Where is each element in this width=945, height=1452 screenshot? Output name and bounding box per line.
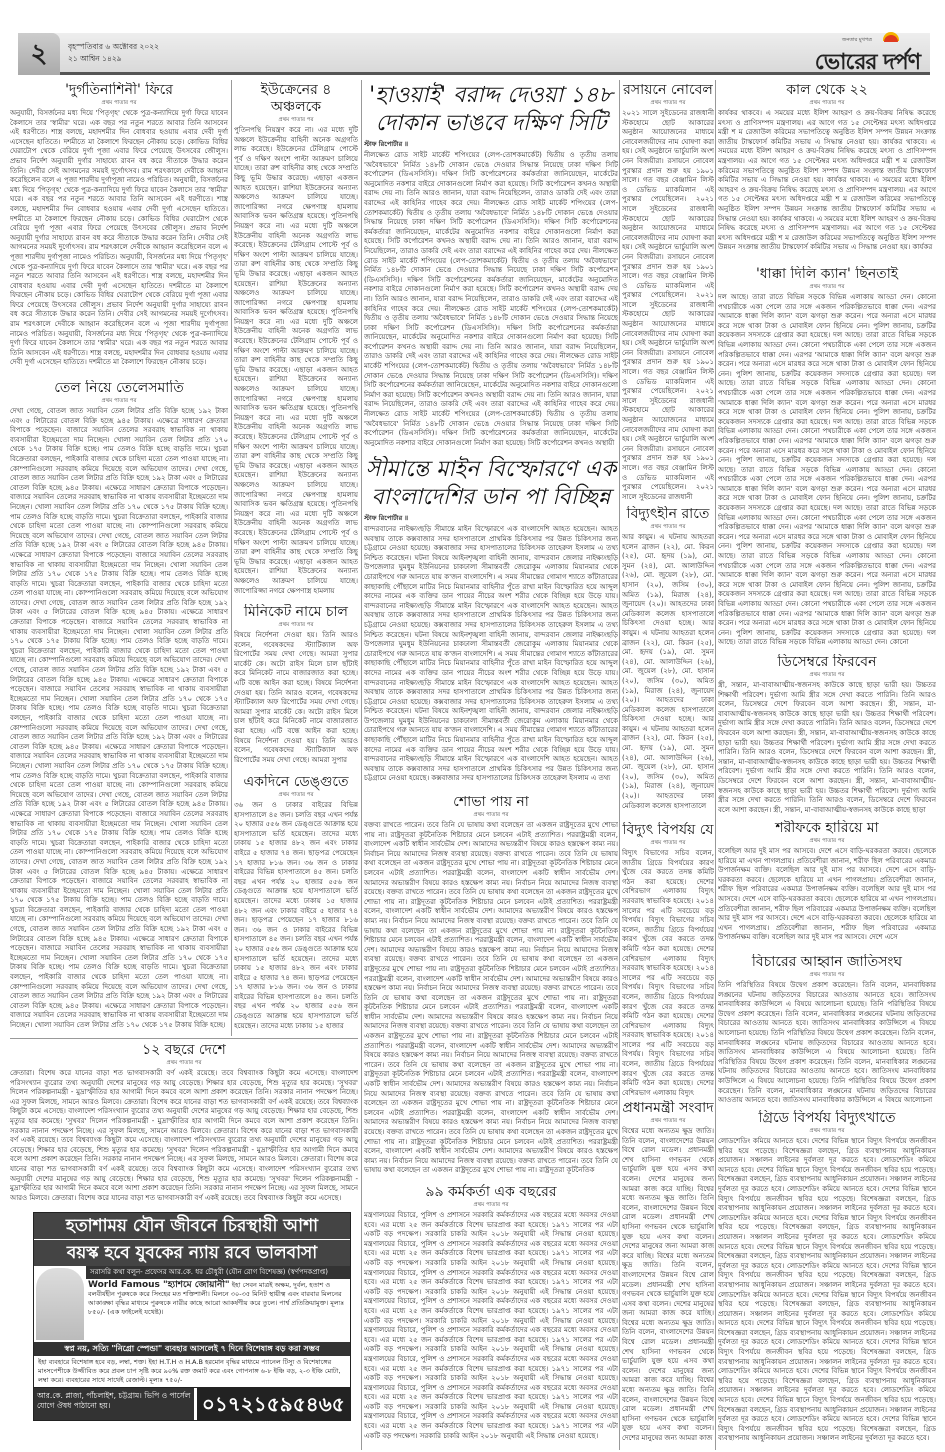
ad-description	[86, 1279, 350, 1319]
story-body: পুতিনপন্থি নিয়ন্ত্রণ করে না। এর মধ্যে দুটি অঞ্চলে ইউক্রেনীয় বাহিনী অনেক অগ্রগতি লাভ করেছে। ইউক্রেনের টেলিগ্রাম পোস্টে পূর্ব ও দক্ষিণ অংশে পাল্টা আক্রমণ চালিয়ে যাচ্ছে। তারা রুশ বাহিনীর কাছ থেকে সম্প্রতি কিছু ভূমি উদ্ধার করেছে। এছাড়া একজন আহত হয়েছেন। রাশিয়া ইউক্রেনের অন্যান্য অঞ্চলেও আক্রমণ চালিয়ে যাচ্ছে। জাপোরিজ্জা নগরে ক্ষেপণাস্ত্র হামলায় আবাসিক ভবন ক্ষতিগ্রস্ত হয়েছে। পুতিনপন্থি নিয়ন্ত্রণ করে না। এর মধ্যে দুটি অঞ্চলে ইউক্রেনীয় বাহিনী অনেক অগ্রগতি লাভ করেছে। ইউক্রেনের টেলিগ্রাম পোস্টে পূর্ব ও দক্ষিণ অংশে পাল্টা আক্রমণ চালিয়ে যাচ্ছে। তারা রুশ বাহিনীর কাছ থেকে সম্প্রতি কিছু ভূমি উদ্ধার করেছে। এছাড়া একজন আহত হয়েছেন। রাশিয়া ইউক্রেনের অন্যান্য অঞ্চলেও আক্রমণ চালিয়ে যাচ্ছে। জাপোরিজ্জা নগরে ক্ষেপণাস্ত্র হামলায় আবাসিক ভবন ক্ষতিগ্রস্ত হয়েছে। পুতিনপন্থি নিয়ন্ত্রণ করে না। এর মধ্যে দুটি অঞ্চলে ইউক্রেনীয় বাহিনী অনেক অগ্রগতি লাভ করেছে। ইউক্রেনের টেলিগ্রাম পোস্টে পূর্ব ও দক্ষিণ অংশে পাল্টা আক্রমণ চালিয়ে যাচ্ছে। তারা রুশ বাহিনীর কাছ থেকে সম্প্রতি কিছু ভূমি উদ্ধার করেছে। এছাড়া একজন আহত হয়েছেন। রাশিয়া ইউক্রেনের অন্যান্য অঞ্চলেও আক্রমণ চালিয়ে যাচ্ছে। জাপোরিজ্জা নগরে ক্ষেপণাস্ত্র হামলায় আবাসিক ভবন ক্ষতিগ্রস্ত হয়েছে। পুতিনপন্থি নিয়ন্ত্রণ করে না। এর মধ্যে দুটি অঞ্চলে ইউক্রেনীয় বাহিনী অনেক অগ্রগতি লাভ করেছে। ইউক্রেনের টেলিগ্রাম পোস্টে পূর্ব ও দক্ষিণ অংশে পাল্টা আক্রমণ চালিয়ে যাচ্ছে। তারা রুশ বাহিনীর কাছ থেকে সম্প্রতি কিছু ভূমি উদ্ধার করেছে। এছাড়া একজন আহত হয়েছেন। রাশিয়া ইউক্রেনের অন্যান্য অঞ্চলেও আক্রমণ চালিয়ে যাচ্ছে। জাপোরিজ্জা নগরে ক্ষেপণাস্ত্র হামলায় আবাসিক ভবন ক্ষতিগ্রস্ত হয়েছে। পুতিনপন্থি নিয়ন্ত্রণ করে না। এর মধ্যে দুটি অঞ্চলে ইউক্রেনীয় বাহিনী অনেক অগ্রগতি লাভ করেছে। ইউক্রেনের টেলিগ্রাম পোস্টে পূর্ব ও দক্ষিণ অংশে পাল্টা আক্রমণ চালিয়ে যাচ্ছে। তারা রুশ বাহিনীর কাছ থেকে সম্প্রতি কিছু ভূমি উদ্ধার করেছে। এছাড়া একজন আহত হয়েছেন। রাশিয়া ইউক্রেনের অন্যান্য অঞ্চলেও আক্রমণ চালিয়ে যাচ্ছে। জাপোরিজ্জা নগরে ক্ষেপণাস্ত্র হামলায়	[234, 126, 358, 595]
story-hawai	[364, 82, 618, 452]
headline: ইউক্রেনের ৪ অঞ্চলকে	[260, 82, 332, 115]
sun-icon	[884, 35, 898, 42]
continued-label: প্রথম পাতার পর	[650, 524, 686, 530]
ad-phone: ০১৭২১৫৯৫৪৬৫	[197, 1388, 351, 1420]
story-durgotinashini	[10, 82, 228, 374]
column-rule	[231, 80, 232, 1036]
ad-headline-1: হতাশাময় যৌন জীবনে চিরস্থায়ী আশা	[34, 1213, 350, 1239]
headline: তেল নিয়ে তেলেসমাতি	[54, 380, 184, 396]
continued-label: প্রথম পাতার পর	[278, 622, 314, 628]
continued-label: প্রথম পাতার পর	[809, 972, 845, 978]
logo-tagline: জনতার মুখপত্র	[841, 37, 872, 43]
continued-label: প্রথম পাতার পর	[101, 100, 137, 106]
ad-product-desc: ইহা সেবন মাত্রই অক্ষম, দুর্বল, হতাশ ও বলবীর্যহীন পুরুষকে করে সিংহের মত শক্তিশালী। মিলনে ৩০-৩৫ মিনিট স্থায়ীত্ব এবং বারবার মিলনের আকাঙ্ক্ষা বৃদ্ধির মাধ্যমে পুরুষকে নারীর কাছে আরো আকর্ষণীয় করে তুলে। পার্শ্ব প্রতিক্রিয়ামুক্ত। মূল্যঃ ৮৫০/- (এক ফাইলেই যথেষ্ট)।	[88, 1281, 345, 1316]
story-ukraine	[234, 82, 358, 600]
continued-label: প্রথম পাতার পর	[809, 284, 845, 290]
story-body: বিদ্যুৎ বিভাগের সচিব বলেন, জাতীয় গ্রিডে বিপর্যয়ের কারণ খুঁজে বের করতে তদন্ত কমিটি গঠন করা হয়েছে। দেশের বেশিরভাগ এলাকায় বিদ্যুৎ সরবরাহ স্বাভাবিক হয়েছে। ২০১৪ সালের পর এটি সবচেয়ে বড় বিপর্যয়। বিদ্যুৎ বিভাগের সচিব বলেন, জাতীয় গ্রিডে বিপর্যয়ের কারণ খুঁজে বের করতে তদন্ত কমিটি গঠন করা হয়েছে। দেশের বেশিরভাগ এলাকায় বিদ্যুৎ সরবরাহ স্বাভাবিক হয়েছে। ২০১৪ সালের পর এটি সবচেয়ে বড় বিপর্যয়। বিদ্যুৎ বিভাগের সচিব বলেন, জাতীয় গ্রিডে বিপর্যয়ের কারণ খুঁজে বের করতে তদন্ত কমিটি গঠন করা হয়েছে। দেশের বেশিরভাগ এলাকায় বিদ্যুৎ সরবরাহ স্বাভাবিক হয়েছে। ২০১৪ সালের পর এটি সবচেয়ে বড় বিপর্যয়। বিদ্যুৎ বিভাগের সচিব বলেন, জাতীয় গ্রিডে বিপর্যয়ের কারণ খুঁজে বের করতে তদন্ত কমিটি গঠন করা হয়েছে। দেশের বেশিরভাগ এলাকায় বিদ্যুৎ	[622, 849, 714, 1097]
story-body: ২০২১ সালে সুইডেনের রাজধানী স্টকহোমে ছোট আকারের অনুষ্ঠান আয়োজনের মাধ্যমে নোবেলজয়ীদের নাম ঘোষণা করা হয়। সেই অনুষ্ঠানে ভার্চুয়ালি অংশ নেন বিজয়ীরা। রসায়নে নোবেল পুরস্কার প্রদান শুরু হয় ১৯০১ সালে। গত বছর বেঞ্জামিন লিস্ট ও ডেভিড ম্যাকমিলান এই পুরস্কার পেয়েছিলেন। ২০২১ সালে সুইডেনের রাজধানী স্টকহোমে ছোট আকারের অনুষ্ঠান আয়োজনের মাধ্যমে নোবেলজয়ীদের নাম ঘোষণা করা হয়। সেই অনুষ্ঠানে ভার্চুয়ালি অংশ নেন বিজয়ীরা। রসায়নে নোবেল পুরস্কার প্রদান শুরু হয় ১৯০১ সালে। গত বছর বেঞ্জামিন লিস্ট ও ডেভিড ম্যাকমিলান এই পুরস্কার পেয়েছিলেন। ২০২১ সালে সুইডেনের রাজধানী স্টকহোমে ছোট আকারের অনুষ্ঠান আয়োজনের মাধ্যমে নোবেলজয়ীদের নাম ঘোষণা করা হয়। সেই অনুষ্ঠানে ভার্চুয়ালি অংশ নেন বিজয়ীরা। রসায়নে নোবেল পুরস্কার প্রদান শুরু হয় ১৯০১ সালে। গত বছর বেঞ্জামিন লিস্ট ও ডেভিড ম্যাকমিলান এই পুরস্কার পেয়েছিলেন। ২০২১ সালে সুইডেনের রাজধানী স্টকহোমে ছোট আকারের অনুষ্ঠান আয়োজনের মাধ্যমে নোবেলজয়ীদের নাম ঘোষণা করা হয়। সেই অনুষ্ঠানে ভার্চুয়ালি অংশ নেন বিজয়ীরা। রসায়নে নোবেল পুরস্কার প্রদান শুরু হয় ১৯০১ সালে। গত বছর বেঞ্জামিন লিস্ট ও ডেভিড ম্যাকমিলান এই পুরস্কার পেয়েছিলেন। ২০২১ সালে সুইডেনের রাজধানী	[622, 109, 714, 501]
headline: 'দুর্গতিনাশিনী' ফিরে	[65, 82, 173, 98]
story-december	[718, 654, 936, 816]
byline: স্টাফ রিপোর্টার ॥	[364, 140, 409, 148]
story-body: নীলক্ষেত রোড সাইট মার্কেট শপিংয়ের (লেপ-তোশকমার্কেট) দ্বিতীয় ও তৃতীয় তলায় 'অবৈধভাবে' নির্মিত ১৪৮টি দোকান ভেঙে দেওয়ার সিদ্ধান্ত নিয়েছে ঢাকা দক্ষিণ সিটি কর্পোরেশন (ডিএসসিসি)। দক্ষিণ সিটি কর্পোরেশনের কর্মকর্তারা জানিয়েছেন, মার্কেটের অনুমোদিত নকশার বাইরে দোকানগুলো নির্মাণ করা হয়েছে। সিটি কর্পোরেশন কখনও অস্থায়ী বরাদ্দ দেয় না। তিনি আরও জানান, যারা বরাদ্দ নিয়েছিলেন, তারাও ডাকরি দেই এবং তারা বরাদ্দের এই কাহিনির গাহেব করে দেয়। নীলক্ষেত রোড সাইট মার্কেট শপিংয়ের (লেপ-তোশকমার্কেট) দ্বিতীয় ও তৃতীয় তলায় 'অবৈধভাবে' নির্মিত ১৪৮টি দোকান ভেঙে দেওয়ার সিদ্ধান্ত নিয়েছে ঢাকা দক্ষিণ সিটি কর্পোরেশন (ডিএসসিসি)। দক্ষিণ সিটি কর্পোরেশনের কর্মকর্তারা জানিয়েছেন, মার্কেটের অনুমোদিত নকশার বাইরে দোকানগুলো নির্মাণ করা হয়েছে। সিটি কর্পোরেশন কখনও অস্থায়ী বরাদ্দ দেয় না। তিনি আরও জানান, যারা বরাদ্দ নিয়েছিলেন, তারাও ডাকরি দেই এবং তারা বরাদ্দের এই কাহিনির গাহেব করে দেয়। নীলক্ষেত রোড সাইট মার্কেট শপিংয়ের (লেপ-তোশকমার্কেট) দ্বিতীয় ও তৃতীয় তলায় 'অবৈধভাবে' নির্মিত ১৪৮টি দোকান ভেঙে দেওয়ার সিদ্ধান্ত নিয়েছে ঢাকা দক্ষিণ সিটি কর্পোরেশন (ডিএসসিসি)। দক্ষিণ সিটি কর্পোরেশনের কর্মকর্তারা জানিয়েছেন, মার্কেটের অনুমোদিত নকশার বাইরে দোকানগুলো নির্মাণ করা হয়েছে। সিটি কর্পোরেশন কখনও অস্থায়ী বরাদ্দ দেয় না। তিনি আরও জানান, যারা বরাদ্দ নিয়েছিলেন, তারাও ডাকরি দেই এবং তারা বরাদ্দের এই কাহিনির গাহেব করে দেয়। নীলক্ষেত রোড সাইট মার্কেট শপিংয়ের (লেপ-তোশকমার্কেট) দ্বিতীয় ও তৃতীয় তলায় 'অবৈধভাবে' নির্মিত ১৪৮টি দোকান ভেঙে দেওয়ার সিদ্ধান্ত নিয়েছে ঢাকা দক্ষিণ সিটি কর্পোরেশন (ডিএসসিসি)। দক্ষিণ সিটি কর্পোরেশনের কর্মকর্তারা জানিয়েছেন, মার্কেটের অনুমোদিত নকশার বাইরে দোকানগুলো নির্মাণ করা হয়েছে। সিটি কর্পোরেশন কখনও অস্থায়ী বরাদ্দ দেয় না। তিনি আরও জানান, যারা বরাদ্দ নিয়েছিলেন, তারাও ডাকরি দেই এবং তারা বরাদ্দের এই কাহিনির গাহেব করে দেয়। নীলক্ষেত রোড সাইট মার্কেট শপিংয়ের (লেপ-তোশকমার্কেট) দ্বিতীয় ও তৃতীয় তলায় 'অবৈধভাবে' নির্মিত ১৪৮টি দোকান ভেঙে দেওয়ার সিদ্ধান্ত নিয়েছে ঢাকা দক্ষিণ সিটি কর্পোরেশন (ডিএসসিসি)। দক্ষিণ সিটি কর্পোরেশনের কর্মকর্তারা জানিয়েছেন, মার্কেটের অনুমোদিত নকশার বাইরে দোকানগুলো নির্মাণ করা হয়েছে। সিটি কর্পোরেশন কখনও অস্থায়ী বরাদ্দ দেয় না। তিনি আরও জানান, যারা বরাদ্দ নিয়েছিলেন, তারাও ডাকরি দেই এবং তারা বরাদ্দের এই কাহিনির গাহেব করে দেয়। নীলক্ষেত রোড সাইট মার্কেট শপিংয়ের (লেপ-তোশকমার্কেট) দ্বিতীয় ও তৃতীয় তলায় 'অবৈধভাবে' নির্মিত ১৪৮টি দোকান ভেঙে দেওয়ার সিদ্ধান্ত নিয়েছে ঢাকা দক্ষিণ সিটি কর্পোরেশন (ডিএসসিসি)। দক্ষিণ সিটি কর্পোরেশনের কর্মকর্তারা জানিয়েছেন, মার্কেটের অনুমোদিত নকশার বাইরে দোকানগুলো নির্মাণ করা হয়েছে। সিটি কর্পোরেশন কখনও অস্থায়ী	[364, 151, 618, 447]
story-pm	[622, 1100, 714, 1444]
story-body: বিশ্বের মধ্যে অন্যতম ক্ষুদ্র জাতি। তিনি বলেন, বাংলাদেশের উন্নয়ন বিশ্বে রোল মডেল। প্রধানমন্ত্রী শেখ হাসিনা গণভবন থেকে ভার্চুয়ালি যুক্ত হয়ে এসব কথা বলেন। দেশের মানুষের জন্য আমরা কাজ করে যাচ্ছি। বিশ্বের মধ্যে অন্যতম ক্ষুদ্র জাতি। তিনি বলেন, বাংলাদেশের উন্নয়ন বিশ্বে রোল মডেল। প্রধানমন্ত্রী শেখ হাসিনা গণভবন থেকে ভার্চুয়ালি যুক্ত হয়ে এসব কথা বলেন। দেশের মানুষের জন্য আমরা কাজ করে যাচ্ছি। বিশ্বের মধ্যে অন্যতম ক্ষুদ্র জাতি। তিনি বলেন, বাংলাদেশের উন্নয়ন বিশ্বে রোল মডেল। প্রধানমন্ত্রী শেখ হাসিনা গণভবন থেকে ভার্চুয়ালি যুক্ত হয়ে এসব কথা বলেন। দেশের মানুষের জন্য আমরা কাজ করে যাচ্ছি। বিশ্বের মধ্যে অন্যতম ক্ষুদ্র জাতি। তিনি বলেন, বাংলাদেশের উন্নয়ন বিশ্বে রোল মডেল। প্রধানমন্ত্রী শেখ হাসিনা গণভবন থেকে ভার্চুয়ালি যুক্ত হয়ে এসব কথা বলেন। দেশের মানুষের জন্য আমরা কাজ করে যাচ্ছি। বিশ্বের মধ্যে অন্যতম ক্ষুদ্র জাতি। তিনি বলেন, বাংলাদেশের উন্নয়ন বিশ্বে রোল মডেল। প্রধানমন্ত্রী শেখ হাসিনা গণভবন থেকে ভার্চুয়ালি যুক্ত হয়ে এসব কথা বলেন। দেশের মানুষের জন্য আমরা কাজ	[622, 1127, 714, 1442]
ad-consult: সরাসরি কথা বলুন- প্রফেসর আর.কে. ধর চৌধুরী (যৌন রোগ বিশেষজ্ঞ) (স্বর্ণপদকপ্রাপ্ত)	[86, 1266, 350, 1279]
ad-address: আর.কে. প্লাজা, পাঁচলাইশ, চট্টগ্রাম। ভিপি ও পার্সেল যোগে ঔষধ পাঠানো হয়।	[34, 1388, 194, 1420]
page-number: ২	[18, 33, 60, 75]
story-body: মন্ত্রণালয়ের বিচারে, পুলিশ ও প্রশাসনে সরকারি কর্মকর্তাদের এক বছরের মধ্যে অবসর দেওয়া হবে। এর মধ্যে ২৫ জন কর্মকর্তাকে বিশেষ ভারপ্রাপ্ত করা হয়েছে। ১৯৭১ সালের পর এটা একটি বড় পদক্ষেপ। সরকারি চাকরি আইন ২০১৮ অনুযায়ী এই সিদ্ধান্ত নেওয়া হয়েছে। মন্ত্রণালয়ের বিচারে, পুলিশ ও প্রশাসনে সরকারি কর্মকর্তাদের এক বছরের মধ্যে অবসর দেওয়া হবে। এর মধ্যে ২৫ জন কর্মকর্তাকে বিশেষ ভারপ্রাপ্ত করা হয়েছে। ১৯৭১ সালের পর এটা একটি বড় পদক্ষেপ। সরকারি চাকরি আইন ২০১৮ অনুযায়ী এই সিদ্ধান্ত নেওয়া হয়েছে। মন্ত্রণালয়ের বিচারে, পুলিশ ও প্রশাসনে সরকারি কর্মকর্তাদের এক বছরের মধ্যে অবসর দেওয়া হবে। এর মধ্যে ২৫ জন কর্মকর্তাকে বিশেষ ভারপ্রাপ্ত করা হয়েছে। ১৯৭১ সালের পর এটা একটি বড় পদক্ষেপ। সরকারি চাকরি আইন ২০১৮ অনুযায়ী এই সিদ্ধান্ত নেওয়া হয়েছে। মন্ত্রণালয়ের বিচারে, পুলিশ ও প্রশাসনে সরকারি কর্মকর্তাদের এক বছরের মধ্যে অবসর দেওয়া হবে। এর মধ্যে ২৫ জন কর্মকর্তাকে বিশেষ ভারপ্রাপ্ত করা হয়েছে। ১৯৭১ সালের পর এটা একটি বড় পদক্ষেপ। সরকারি চাকরি আইন ২০১৮ অনুযায়ী এই সিদ্ধান্ত নেওয়া হয়েছে। মন্ত্রণালয়ের বিচারে, পুলিশ ও প্রশাসনে সরকারি কর্মকর্তাদের এক বছরের মধ্যে অবসর দেওয়া হবে। এর মধ্যে ২৫ জন কর্মকর্তাকে বিশেষ ভারপ্রাপ্ত করা হয়েছে। ১৯৭১ সালের পর এটা একটি বড় পদক্ষেপ। সরকারি চাকরি আইন ২০১৮ অনুযায়ী এই সিদ্ধান্ত নেওয়া হয়েছে। মন্ত্রণালয়ের বিচারে, পুলিশ ও প্রশাসনে সরকারি কর্মকর্তাদের এক বছরের মধ্যে অবসর দেওয়া হবে। এর মধ্যে ২৫ জন কর্মকর্তাকে বিশেষ ভারপ্রাপ্ত করা হয়েছে। ১৯৭১ সালের পর এটা একটি বড় পদক্ষেপ। সরকারি চাকরি আইন ২০১৮ অনুযায়ী এই সিদ্ধান্ত নেওয়া হয়েছে। মন্ত্রণালয়ের বিচারে, পুলিশ ও প্রশাসনে সরকারি কর্মকর্তাদের এক বছরের মধ্যে অবসর দেওয়া হবে। এর মধ্যে ২৫ জন কর্মকর্তাকে বিশেষ ভারপ্রাপ্ত করা হয়েছে। ১৯৭১ সালের পর এটা একটি বড় পদক্ষেপ। সরকারি চাকরি আইন ২০১৮ অনুযায়ী এই সিদ্ধান্ত নেওয়া হয়েছে। মন্ত্রণালয়ের বিচারে, পুলিশ ও প্রশাসনে সরকারি কর্মকর্তাদের এক বছরের মধ্যে অবসর দেওয়া হবে। এর মধ্যে ২৫ জন কর্মকর্তাকে বিশেষ ভারপ্রাপ্ত করা হয়েছে। ১৯৭১ সালের পর এটা একটি বড় পদক্ষেপ। সরকারি চাকরি আইন ২০১৮ অনুযায়ী এই সিদ্ধান্ত নেওয়া হয়েছে।	[364, 1211, 618, 1440]
continued-label: প্রথম পাতার পর	[809, 672, 845, 678]
story-bichar	[718, 954, 936, 1106]
headline: 'ধাক্কা দিলি ক্যান' ছিনতাই	[755, 266, 899, 282]
ad-headline-2: বয়স্ক হবে যুবকের ন্যায় রবে ভালবাসা	[34, 1239, 350, 1266]
logo-name: ভোরের দর্পণ	[814, 49, 920, 75]
continued-label: প্রথম পাতার পর	[278, 792, 314, 798]
doctor-image	[36, 1268, 84, 1340]
continued-label: প্রথম পাতার পর	[166, 1060, 202, 1066]
continued-label: প্রথম পাতার পর	[101, 398, 137, 404]
continued-label: প্রথম পাতার পর	[650, 1118, 686, 1124]
story-kal	[718, 82, 936, 262]
column-rule	[10, 1038, 358, 1039]
headline: 'হাওয়াই' বরাদ্দ দেওয়া ১৪৮ দোকান ভাঙবে দক্ষিণ সিটি	[369, 83, 613, 136]
newspaper-logo	[815, 37, 920, 82]
story-nobel	[622, 82, 714, 502]
continued-label: প্রথম পাতার পর	[473, 812, 509, 818]
headline: গ্রিডে বিপর্যয় বিদ্যুৎখাতে	[758, 1110, 896, 1126]
story-miniket	[234, 604, 358, 770]
ad-product: World Famous "হ্যাশমে জোয়ানী"	[88, 1280, 230, 1290]
story-body: তিনি পরিস্থিতির বিষয়ে উদ্বেগ প্রকাশ করেছেন। তিনি বলেন, মানবাধিকার লঙ্ঘনের ঘটনায় জড়িতদের বিচারের আওতায় আনতে হবে। জাতিসংঘ মানবাধিকার কাউন্সিলে এ বিষয়ে আলোচনা হয়েছে। তিনি পরিস্থিতির বিষয়ে উদ্বেগ প্রকাশ করেছেন। তিনি বলেন, মানবাধিকার লঙ্ঘনের ঘটনায় জড়িতদের বিচারের আওতায় আনতে হবে। জাতিসংঘ মানবাধিকার কাউন্সিলে এ বিষয়ে আলোচনা হয়েছে। তিনি পরিস্থিতির বিষয়ে উদ্বেগ প্রকাশ করেছেন। তিনি বলেন, মানবাধিকার লঙ্ঘনের ঘটনায় জড়িতদের বিচারের আওতায় আনতে হবে। জাতিসংঘ মানবাধিকার কাউন্সিলে এ বিষয়ে আলোচনা হয়েছে। তিনি পরিস্থিতির বিষয়ে উদ্বেগ প্রকাশ করেছেন। তিনি বলেন, মানবাধিকার লঙ্ঘনের ঘটনায় জড়িতদের বিচারের আওতায় আনতে হবে। জাতিসংঘ মানবাধিকার কাউন্সিলে এ বিষয়ে আলোচনা হয়েছে। তিনি পরিস্থিতির বিষয়ে উদ্বেগ প্রকাশ করেছেন। তিনি বলেন, মানবাধিকার লঙ্ঘনের ঘটনায় জড়িতদের বিচারের আওতায় আনতে হবে। জাতিসংঘ মানবাধিকার কাউন্সিলে এ বিষয়ে আলোচনা	[718, 981, 936, 1105]
story-body: কার্যকর থাকবে। এ সময়ের মধ্যে ইলিশ আহরণ ও ক্রয়-বিক্রয় নিষিদ্ধ করেছে মৎস্য ও প্রাণিসম্পদ মন্ত্রণালয়। এর আগে গত ১৫ সেপ্টেম্বর মৎস্য অধিদপ্তরে মন্ত্রী শ ম রেজাউল করিমের সভাপতিত্বে অনুষ্ঠিত ইলিশ সম্পদ উন্নয়ন সংক্রান্ত জাতীয় টাস্কফোর্স কমিটির সভায় এ সিদ্ধান্ত নেওয়া হয়। কার্যকর থাকবে। এ সময়ের মধ্যে ইলিশ আহরণ ও ক্রয়-বিক্রয় নিষিদ্ধ করেছে মৎস্য ও প্রাণিসম্পদ মন্ত্রণালয়। এর আগে গত ১৫ সেপ্টেম্বর মৎস্য অধিদপ্তরে মন্ত্রী শ ম রেজাউল করিমের সভাপতিত্বে অনুষ্ঠিত ইলিশ সম্পদ উন্নয়ন সংক্রান্ত জাতীয় টাস্কফোর্স কমিটির সভায় এ সিদ্ধান্ত নেওয়া হয়। কার্যকর থাকবে। এ সময়ের মধ্যে ইলিশ আহরণ ও ক্রয়-বিক্রয় নিষিদ্ধ করেছে মৎস্য ও প্রাণিসম্পদ মন্ত্রণালয়। এর আগে গত ১৫ সেপ্টেম্বর মৎস্য অধিদপ্তরে মন্ত্রী শ ম রেজাউল করিমের সভাপতিত্বে অনুষ্ঠিত ইলিশ সম্পদ উন্নয়ন সংক্রান্ত জাতীয় টাস্কফোর্স কমিটির সভায় এ সিদ্ধান্ত নেওয়া হয়। কার্যকর থাকবে। এ সময়ের মধ্যে ইলিশ আহরণ ও ক্রয়-বিক্রয় নিষিদ্ধ করেছে মৎস্য ও প্রাণিসম্পদ মন্ত্রণালয়। এর আগে গত ১৫ সেপ্টেম্বর মৎস্য অধিদপ্তরে মন্ত্রী শ ম রেজাউল করিমের সভাপতিত্বে অনুষ্ঠিত ইলিশ সম্পদ উন্নয়ন সংক্রান্ত জাতীয় টাস্কফোর্স কমিটির সভায় এ সিদ্ধান্ত নেওয়া হয়। কার্যকর	[718, 109, 936, 252]
story-shobha	[364, 794, 618, 1179]
date-block	[68, 41, 159, 65]
column-rule	[715, 80, 716, 1450]
advertisement	[33, 1212, 351, 1421]
headline: বিদ্যুৎহীন রাতে	[626, 506, 710, 522]
story-dengue	[234, 774, 358, 1036]
headline: শরীফকে হারিয়ে মা	[775, 820, 879, 836]
story-12bochor	[10, 1042, 358, 1204]
story-body: ৩৬ জন ও ঢাকার বাইরের বিভিন্ন হাসপাতালে ৪৫ জন। চলতি বছর এখন পর্যন্ত ২০ হাজার ৫৫৬ জন ডেঙ্গুতে আক্রান্ত হয়ে হাসপাতালে ভর্তি হয়েছেন। তাদের মধ্যে ঢাকায় ১৫ হাজার ৪৮২ জন এবং ঢাকার বাইরে ৫ হাজার ৭৪ জন। ছাড়পত্র পেয়েছেন ১৭ হাজার ৮১৬ জন। ৩৬ জন ও ঢাকার বাইরের বিভিন্ন হাসপাতালে ৪৫ জন। চলতি বছর এখন পর্যন্ত ২০ হাজার ৫৫৬ জন ডেঙ্গুতে আক্রান্ত হয়ে হাসপাতালে ভর্তি হয়েছেন। তাদের মধ্যে ঢাকায় ১৫ হাজার ৪৮২ জন এবং ঢাকার বাইরে ৫ হাজার ৭৪ জন। ছাড়পত্র পেয়েছেন ১৭ হাজার ৮১৬ জন। ৩৬ জন ও ঢাকার বাইরের বিভিন্ন হাসপাতালে ৪৫ জন। চলতি বছর এখন পর্যন্ত ২০ হাজার ৫৫৬ জন ডেঙ্গুতে আক্রান্ত হয়ে হাসপাতালে ভর্তি হয়েছেন। তাদের মধ্যে ঢাকায় ১৫ হাজার ৪৮২ জন এবং ঢাকার বাইরে ৫ হাজার ৭৪ জন। ছাড়পত্র পেয়েছেন ১৭ হাজার ৮১৬ জন। ৩৬ জন ও ঢাকার বাইরের বিভিন্ন হাসপাতালে ৪৫ জন। চলতি বছর এখন পর্যন্ত ২০ হাজার ৫৫৬ জন ডেঙ্গুতে আক্রান্ত হয়ে হাসপাতালে ভর্তি হয়েছেন। তাদের মধ্যে ঢাকায় ১৫ হাজার	[234, 801, 358, 1030]
headline: একদিনে ডেঙ্গুতে	[243, 774, 349, 790]
column-rule	[361, 80, 362, 1450]
story-body: বিষয়ে নির্দেশনা দেওয়া হয়। তিনি আরও বলেন, গবেষকদের স্ট্যাটিক্যাল অফ রিপোর্টের সময় দেখা গেছে। আমরা সুপার মার্কেট কে। অটো রাইস মিলে চাল ছাঁটাই করে মিনিকেট নামে বাজারজাত করা হচ্ছে। এটি বন্ধে আইন করা হচ্ছে। বিষয়ে নির্দেশনা দেওয়া হয়। তিনি আরও বলেন, গবেষকদের স্ট্যাটিক্যাল অফ রিপোর্টের সময় দেখা গেছে। আমরা সুপার মার্কেট কে। অটো রাইস মিলে চাল ছাঁটাই করে মিনিকেট নামে বাজারজাত করা হচ্ছে। এটি বন্ধে আইন করা হচ্ছে। বিষয়ে নির্দেশনা দেওয়া হয়। তিনি আরও বলেন, গবেষকদের স্ট্যাটিক্যাল অফ রিপোর্টের সময় দেখা গেছে। আমরা সুপার	[234, 631, 358, 764]
story-99	[364, 1184, 618, 1444]
ad-description-2: ইহা ব্যবহারে বিশেষাঙ্গ হবে বড়, লম্বা, শক্ত। ইহা H.T.H ও H.A.B হরমোন বৃদ্ধির মাধ্যমে প্যানেল টিস্যু ও বিশেষাঙ্গের মাংসপেশীকে উজ্জীবিত করে প্রবল চাপ সৃষ্টি করে ৯০% রক্ত জমাট করে এবং গোপনাঙ্গ ৬-৮ ইঞ্চি বড়, ২-৩ ইঞ্চি মোটা, লম্বা করে। ব্যবহারের সাথে সাথেই রেজাল্ট। মূল্যঃ ৭৫০/-	[38, 1358, 341, 1384]
continued-label: প্রথম পাতার পর	[650, 100, 686, 106]
story-body: দল আছে। তারা রাতে বিভিন্ন সড়কে বিভিন্ন এলাকায় আড্ডা দেন। কোনো পথচারীকে একা পেলে তার সঙ্গে একজন পরিকল্পিতভাবে ধাক্কা দেন। এরপর 'আমাকে ধাক্কা দিলি ক্যান' বলে ঝগড়া শুরু করেন। পরে অন্যরা এসে মারধর করে সঙ্গে থাকা টাকা ও মোবাইল ফোন ছিনিয়ে নেন। পুলিশ জানায়, চক্রটির কয়েকজন সদস্যকে গ্রেপ্তার করা হয়েছে। দল আছে। তারা রাতে বিভিন্ন সড়কে বিভিন্ন এলাকায় আড্ডা দেন। কোনো পথচারীকে একা পেলে তার সঙ্গে একজন পরিকল্পিতভাবে ধাক্কা দেন। এরপর 'আমাকে ধাক্কা দিলি ক্যান' বলে ঝগড়া শুরু করেন। পরে অন্যরা এসে মারধর করে সঙ্গে থাকা টাকা ও মোবাইল ফোন ছিনিয়ে নেন। পুলিশ জানায়, চক্রটির কয়েকজন সদস্যকে গ্রেপ্তার করা হয়েছে। দল আছে। তারা রাতে বিভিন্ন সড়কে বিভিন্ন এলাকায় আড্ডা দেন। কোনো পথচারীকে একা পেলে তার সঙ্গে একজন পরিকল্পিতভাবে ধাক্কা দেন। এরপর 'আমাকে ধাক্কা দিলি ক্যান' বলে ঝগড়া শুরু করেন। পরে অন্যরা এসে মারধর করে সঙ্গে থাকা টাকা ও মোবাইল ফোন ছিনিয়ে নেন। পুলিশ জানায়, চক্রটির কয়েকজন সদস্যকে গ্রেপ্তার করা হয়েছে। দল আছে। তারা রাতে বিভিন্ন সড়কে বিভিন্ন এলাকায় আড্ডা দেন। কোনো পথচারীকে একা পেলে তার সঙ্গে একজন পরিকল্পিতভাবে ধাক্কা দেন। এরপর 'আমাকে ধাক্কা দিলি ক্যান' বলে ঝগড়া শুরু করেন। পরে অন্যরা এসে মারধর করে সঙ্গে থাকা টাকা ও মোবাইল ফোন ছিনিয়ে নেন। পুলিশ জানায়, চক্রটির কয়েকজন সদস্যকে গ্রেপ্তার করা হয়েছে। দল আছে। তারা রাতে বিভিন্ন সড়কে বিভিন্ন এলাকায় আড্ডা দেন। কোনো পথচারীকে একা পেলে তার সঙ্গে একজন পরিকল্পিতভাবে ধাক্কা দেন। এরপর 'আমাকে ধাক্কা দিলি ক্যান' বলে ঝগড়া শুরু করেন। পরে অন্যরা এসে মারধর করে সঙ্গে থাকা টাকা ও মোবাইল ফোন ছিনিয়ে নেন। পুলিশ জানায়, চক্রটির কয়েকজন সদস্যকে গ্রেপ্তার করা হয়েছে। দল আছে। তারা রাতে বিভিন্ন সড়কে বিভিন্ন এলাকায় আড্ডা দেন। কোনো পথচারীকে একা পেলে তার সঙ্গে একজন পরিকল্পিতভাবে ধাক্কা দেন। এরপর 'আমাকে ধাক্কা দিলি ক্যান' বলে ঝগড়া শুরু করেন। পরে অন্যরা এসে মারধর করে সঙ্গে থাকা টাকা ও মোবাইল ফোন ছিনিয়ে নেন। পুলিশ জানায়, চক্রটির কয়েকজন সদস্যকে গ্রেপ্তার করা হয়েছে। দল আছে। তারা রাতে বিভিন্ন সড়কে বিভিন্ন এলাকায় আড্ডা দেন। কোনো পথচারীকে একা পেলে তার সঙ্গে একজন পরিকল্পিতভাবে ধাক্কা দেন। এরপর 'আমাকে ধাক্কা দিলি ক্যান' বলে ঝগড়া শুরু করেন। পরে অন্যরা এসে মারধর করে সঙ্গে থাকা টাকা ও মোবাইল ফোন ছিনিয়ে নেন। পুলিশ জানায়, চক্রটির কয়েকজন সদস্যকে গ্রেপ্তার করা হয়েছে। দল আছে। তারা রাতে বিভিন্ন সড়কে বিভিন্ন এলাকায় আড্ডা দেন। কোনো পথচারীকে একা পেলে তার সঙ্গে একজন পরিকল্পিতভাবে ধাক্কা দেন। এরপর 'আমাকে ধাক্কা দিলি ক্যান' বলে ঝগড়া শুরু করেন। পরে অন্যরা এসে মারধর করে সঙ্গে থাকা টাকা ও মোবাইল ফোন ছিনিয়ে নেন। পুলিশ জানায়, চক্রটির কয়েকজন সদস্যকে গ্রেপ্তার করা হয়েছে। দল আছে। তারা রাতে বিভিন্ন সড়কে বিভিন্ন এলাকায় আড্ডা দেন। কোনো	[718, 293, 936, 647]
story-body: বক্তব্য রাখতে পারেন। তবে তিনি যে ভাষায় কথা বলেছেন তা একজন রাষ্ট্রদূতের মুখে শোভা পায় না। রাষ্ট্রদূতরা কূটনৈতিক শিষ্টাচার মেনে চলবেন এটাই প্রত্যাশিত। পররাষ্ট্রমন্ত্রী বলেন, বাংলাদেশ একটি স্বাধীন সার্বভৌম দেশ। আমাদের অভ্যন্তরীণ বিষয়ে কারও হস্তক্ষেপ কাম্য নয়। নির্বাচন নিয়ে আমাদের নিজস্ব ব্যবস্থা রয়েছে। বক্তব্য রাখতে পারেন। তবে তিনি যে ভাষায় কথা বলেছেন তা একজন রাষ্ট্রদূতের মুখে শোভা পায় না। রাষ্ট্রদূতরা কূটনৈতিক শিষ্টাচার মেনে চলবেন এটাই প্রত্যাশিত। পররাষ্ট্রমন্ত্রী বলেন, বাংলাদেশ একটি স্বাধীন সার্বভৌম দেশ। আমাদের অভ্যন্তরীণ বিষয়ে কারও হস্তক্ষেপ কাম্য নয়। নির্বাচন নিয়ে আমাদের নিজস্ব ব্যবস্থা রয়েছে। বক্তব্য রাখতে পারেন। তবে তিনি যে ভাষায় কথা বলেছেন তা একজন রাষ্ট্রদূতের মুখে শোভা পায় না। রাষ্ট্রদূতরা কূটনৈতিক শিষ্টাচার মেনে চলবেন এটাই প্রত্যাশিত। পররাষ্ট্রমন্ত্রী বলেন, বাংলাদেশ একটি স্বাধীন সার্বভৌম দেশ। আমাদের অভ্যন্তরীণ বিষয়ে কারও হস্তক্ষেপ কাম্য নয়। নির্বাচন নিয়ে আমাদের নিজস্ব ব্যবস্থা রয়েছে। বক্তব্য রাখতে পারেন। তবে তিনি যে ভাষায় কথা বলেছেন তা একজন রাষ্ট্রদূতের মুখে শোভা পায় না। রাষ্ট্রদূতরা কূটনৈতিক শিষ্টাচার মেনে চলবেন এটাই প্রত্যাশিত। পররাষ্ট্রমন্ত্রী বলেন, বাংলাদেশ একটি স্বাধীন সার্বভৌম দেশ। আমাদের অভ্যন্তরীণ বিষয়ে কারও হস্তক্ষেপ কাম্য নয়। নির্বাচন নিয়ে আমাদের নিজস্ব ব্যবস্থা রয়েছে। বক্তব্য রাখতে পারেন। তবে তিনি যে ভাষায় কথা বলেছেন তা একজন রাষ্ট্রদূতের মুখে শোভা পায় না। রাষ্ট্রদূতরা কূটনৈতিক শিষ্টাচার মেনে চলবেন এটাই প্রত্যাশিত। পররাষ্ট্রমন্ত্রী বলেন, বাংলাদেশ একটি স্বাধীন সার্বভৌম দেশ। আমাদের অভ্যন্তরীণ বিষয়ে কারও হস্তক্ষেপ কাম্য নয়। নির্বাচন নিয়ে আমাদের নিজস্ব ব্যবস্থা রয়েছে। বক্তব্য রাখতে পারেন। তবে তিনি যে ভাষায় কথা বলেছেন তা একজন রাষ্ট্রদূতের মুখে শোভা পায় না। রাষ্ট্রদূতরা কূটনৈতিক শিষ্টাচার মেনে চলবেন এটাই প্রত্যাশিত। পররাষ্ট্রমন্ত্রী বলেন, বাংলাদেশ একটি স্বাধীন সার্বভৌম দেশ। আমাদের অভ্যন্তরীণ বিষয়ে কারও হস্তক্ষেপ কাম্য নয়। নির্বাচন নিয়ে আমাদের নিজস্ব ব্যবস্থা রয়েছে। বক্তব্য রাখতে পারেন। তবে তিনি যে ভাষায় কথা বলেছেন তা একজন রাষ্ট্রদূতের মুখে শোভা পায় না। রাষ্ট্রদূতরা কূটনৈতিক শিষ্টাচার মেনে চলবেন এটাই প্রত্যাশিত। পররাষ্ট্রমন্ত্রী বলেন, বাংলাদেশ একটি স্বাধীন সার্বভৌম দেশ। আমাদের অভ্যন্তরীণ বিষয়ে কারও হস্তক্ষেপ কাম্য নয়। নির্বাচন নিয়ে আমাদের নিজস্ব ব্যবস্থা রয়েছে। বক্তব্য রাখতে পারেন। তবে তিনি যে ভাষায় কথা বলেছেন তা একজন রাষ্ট্রদূতের মুখে শোভা পায় না। রাষ্ট্রদূতরা কূটনৈতিক শিষ্টাচার মেনে চলবেন এটাই প্রত্যাশিত। পররাষ্ট্রমন্ত্রী বলেন, বাংলাদেশ একটি স্বাধীন সার্বভৌম দেশ। আমাদের অভ্যন্তরীণ বিষয়ে কারও হস্তক্ষেপ কাম্য নয়। নির্বাচন নিয়ে আমাদের নিজস্ব ব্যবস্থা রয়েছে। বক্তব্য রাখতে পারেন। তবে তিনি যে ভাষায় কথা বলেছেন তা একজন রাষ্ট্রদূতের মুখে শোভা পায় না। রাষ্ট্রদূতরা কূটনৈতিক শিষ্টাচার মেনে চলবেন এটাই প্রত্যাশিত। পররাষ্ট্রমন্ত্রী বলেন, বাংলাদেশ একটি স্বাধীন সার্বভৌম দেশ। আমাদের অভ্যন্তরীণ বিষয়ে কারও হস্তক্ষেপ কাম্য নয়। নির্বাচন নিয়ে আমাদের নিজস্ব ব্যবস্থা রয়েছে। বক্তব্য রাখতে পারেন। তবে তিনি যে ভাষায় কথা বলেছেন তা একজন রাষ্ট্রদূতের মুখে শোভা পায় না। রাষ্ট্রদূতরা কূটনৈতিক শিষ্টাচার মেনে চলবেন এটাই প্রত্যাশিত। পররাষ্ট্রমন্ত্রী বলেন, বাংলাদেশ একটি স্বাধীন সার্বভৌম দেশ। আমাদের অভ্যন্তরীণ বিষয়ে কারও হস্তক্ষেপ কাম্য নয়। নির্বাচন নিয়ে আমাদের নিজস্ব ব্যবস্থা রয়েছে। বক্তব্য রাখতে পারেন। তবে তিনি যে ভাষায় কথা বলেছেন তা একজন রাষ্ট্রদূতের মুখে শোভা পায় না। রাষ্ট্রদূতরা কূটনৈতিক	[364, 821, 618, 1175]
headline: সীমান্তে মাইন বিস্ফোরণে এক বাংলাদেশির ডান পা বিচ্ছিন্ন	[365, 457, 617, 510]
ad-band: স্বপ্ন নয়, সত্যি "নিগ্রো স্পেন্ডা" ব্যবহার আসলেই ৭ দিনে বিশেষাঙ্গ বড় করা সম্ভব	[34, 1342, 350, 1356]
story-body: দেখা গেছে, বোতল জাত সয়াবিন তেল লিটার প্রতি বিক্রি হচ্ছে ১৯২ টাকা এবং ৫ লিটারের বোতল বিক্রি হচ্ছে ৯৪৫ টাকায়। এক্ষেত্রে সাধারণ ক্রেতারা বিপাকে পড়েছেন। বাজারে সয়াবিন তেলের সরবরাহ স্বাভাবিক না থাকায় ব্যবসায়ীরা ইচ্ছেমতো দাম নিচ্ছেন। খোলা সয়াবিন তেল লিটার প্রতি ১৭০ থেকে ১৭৫ টাকায় বিক্রি হচ্ছে। পাম তেলও বিক্রি হচ্ছে বাড়তি দামে। খুচরা বিক্রেতারা বলছেন, পাইকারি বাজার থেকে চাহিদা মতো তেল পাওয়া যাচ্ছে না। কোম্পানিগুলো সরবরাহ কমিয়ে দিয়েছে বলে অভিযোগ তাদের। দেখা গেছে, বোতল জাত সয়াবিন তেল লিটার প্রতি বিক্রি হচ্ছে ১৯২ টাকা এবং ৫ লিটারের বোতল বিক্রি হচ্ছে ৯৪৫ টাকায়। এক্ষেত্রে সাধারণ ক্রেতারা বিপাকে পড়েছেন। বাজারে সয়াবিন তেলের সরবরাহ স্বাভাবিক না থাকায় ব্যবসায়ীরা ইচ্ছেমতো দাম নিচ্ছেন। খোলা সয়াবিন তেল লিটার প্রতি ১৭০ থেকে ১৭৫ টাকায় বিক্রি হচ্ছে। পাম তেলও বিক্রি হচ্ছে বাড়তি দামে। খুচরা বিক্রেতারা বলছেন, পাইকারি বাজার থেকে চাহিদা মতো তেল পাওয়া যাচ্ছে না। কোম্পানিগুলো সরবরাহ কমিয়ে দিয়েছে বলে অভিযোগ তাদের। দেখা গেছে, বোতল জাত সয়াবিন তেল লিটার প্রতি বিক্রি হচ্ছে ১৯২ টাকা এবং ৫ লিটারের বোতল বিক্রি হচ্ছে ৯৪৫ টাকায়। এক্ষেত্রে সাধারণ ক্রেতারা বিপাকে পড়েছেন। বাজারে সয়াবিন তেলের সরবরাহ স্বাভাবিক না থাকায় ব্যবসায়ীরা ইচ্ছেমতো দাম নিচ্ছেন। খোলা সয়াবিন তেল লিটার প্রতি ১৭০ থেকে ১৭৫ টাকায় বিক্রি হচ্ছে। পাম তেলও বিক্রি হচ্ছে বাড়তি দামে। খুচরা বিক্রেতারা বলছেন, পাইকারি বাজার থেকে চাহিদা মতো তেল পাওয়া যাচ্ছে না। কোম্পানিগুলো সরবরাহ কমিয়ে দিয়েছে বলে অভিযোগ তাদের। দেখা গেছে, বোতল জাত সয়াবিন তেল লিটার প্রতি বিক্রি হচ্ছে ১৯২ টাকা এবং ৫ লিটারের বোতল বিক্রি হচ্ছে ৯৪৫ টাকায়। এক্ষেত্রে সাধারণ ক্রেতারা বিপাকে পড়েছেন। বাজারে সয়াবিন তেলের সরবরাহ স্বাভাবিক না থাকায় ব্যবসায়ীরা ইচ্ছেমতো দাম নিচ্ছেন। খোলা সয়াবিন তেল লিটার প্রতি ১৭০ থেকে ১৭৫ টাকায় বিক্রি হচ্ছে। পাম তেলও বিক্রি হচ্ছে বাড়তি দামে। খুচরা বিক্রেতারা বলছেন, পাইকারি বাজার থেকে চাহিদা মতো তেল পাওয়া যাচ্ছে না। কোম্পানিগুলো সরবরাহ কমিয়ে দিয়েছে বলে অভিযোগ তাদের। দেখা গেছে, বোতল জাত সয়াবিন তেল লিটার প্রতি বিক্রি হচ্ছে ১৯২ টাকা এবং ৫ লিটারের বোতল বিক্রি হচ্ছে ৯৪৫ টাকায়। এক্ষেত্রে সাধারণ ক্রেতারা বিপাকে পড়েছেন। বাজারে সয়াবিন তেলের সরবরাহ স্বাভাবিক না থাকায় ব্যবসায়ীরা ইচ্ছেমতো দাম নিচ্ছেন। খোলা সয়াবিন তেল লিটার প্রতি ১৭০ থেকে ১৭৫ টাকায় বিক্রি হচ্ছে। পাম তেলও বিক্রি হচ্ছে বাড়তি দামে। খুচরা বিক্রেতারা বলছেন, পাইকারি বাজার থেকে চাহিদা মতো তেল পাওয়া যাচ্ছে না। কোম্পানিগুলো সরবরাহ কমিয়ে দিয়েছে বলে অভিযোগ তাদের। দেখা গেছে, বোতল জাত সয়াবিন তেল লিটার প্রতি বিক্রি হচ্ছে ১৯২ টাকা এবং ৫ লিটারের বোতল বিক্রি হচ্ছে ৯৪৫ টাকায়। এক্ষেত্রে সাধারণ ক্রেতারা বিপাকে পড়েছেন। বাজারে সয়াবিন তেলের সরবরাহ স্বাভাবিক না থাকায় ব্যবসায়ীরা ইচ্ছেমতো দাম নিচ্ছেন। খোলা সয়াবিন তেল লিটার প্রতি ১৭০ থেকে ১৭৫ টাকায় বিক্রি হচ্ছে। পাম তেলও বিক্রি হচ্ছে বাড়তি দামে। খুচরা বিক্রেতারা বলছেন, পাইকারি বাজার থেকে চাহিদা মতো তেল পাওয়া যাচ্ছে না। কোম্পানিগুলো সরবরাহ কমিয়ে দিয়েছে বলে অভিযোগ তাদের। দেখা গেছে, বোতল জাত সয়াবিন তেল লিটার প্রতি বিক্রি হচ্ছে ১৯২ টাকা এবং ৫ লিটারের বোতল বিক্রি হচ্ছে ৯৪৫ টাকায়। এক্ষেত্রে সাধারণ ক্রেতারা বিপাকে পড়েছেন। বাজারে সয়াবিন তেলের সরবরাহ স্বাভাবিক না থাকায় ব্যবসায়ীরা ইচ্ছেমতো দাম নিচ্ছেন। খোলা সয়াবিন তেল লিটার প্রতি ১৭০ থেকে ১৭৫ টাকায় বিক্রি হচ্ছে। পাম তেলও বিক্রি হচ্ছে বাড়তি দামে। খুচরা বিক্রেতারা বলছেন, পাইকারি বাজার থেকে চাহিদা মতো তেল পাওয়া যাচ্ছে না। কোম্পানিগুলো সরবরাহ কমিয়ে দিয়েছে বলে অভিযোগ তাদের। দেখা গেছে, বোতল জাত সয়াবিন তেল লিটার প্রতি বিক্রি হচ্ছে ১৯২ টাকা এবং ৫ লিটারের বোতল বিক্রি হচ্ছে ৯৪৫ টাকায়। এক্ষেত্রে সাধারণ ক্রেতারা বিপাকে পড়েছেন। বাজারে সয়াবিন তেলের সরবরাহ স্বাভাবিক না থাকায় ব্যবসায়ীরা ইচ্ছেমতো দাম নিচ্ছেন। খোলা সয়াবিন তেল লিটার প্রতি ১৭০ থেকে ১৭৫ টাকায় বিক্রি হচ্ছে। পাম তেলও বিক্রি হচ্ছে বাড়তি দামে। খুচরা বিক্রেতারা বলছেন, পাইকারি বাজার থেকে চাহিদা মতো তেল পাওয়া যাচ্ছে না। কোম্পানিগুলো সরবরাহ কমিয়ে দিয়েছে বলে অভিযোগ তাদের। দেখা গেছে, বোতল জাত সয়াবিন তেল লিটার প্রতি বিক্রি হচ্ছে ১৯২ টাকা এবং ৫ লিটারের বোতল বিক্রি হচ্ছে ৯৪৫ টাকায়। এক্ষেত্রে সাধারণ ক্রেতারা বিপাকে পড়েছেন। বাজারে সয়াবিন তেলের সরবরাহ স্বাভাবিক না থাকায় ব্যবসায়ীরা ইচ্ছেমতো দাম নিচ্ছেন। খোলা সয়াবিন তেল লিটার প্রতি ১৭০ থেকে ১৭৫ টাকায় বিক্রি হচ্ছে। পাম তেলও বিক্রি হচ্ছে বাড়তি দামে। খুচরা বিক্রেতারা বলছেন, পাইকারি বাজার থেকে চাহিদা মতো তেল পাওয়া যাচ্ছে না। কোম্পানিগুলো সরবরাহ কমিয়ে দিয়েছে বলে অভিযোগ তাদের। দেখা গেছে, বোতল জাত সয়াবিন তেল লিটার প্রতি বিক্রি হচ্ছে ১৯২ টাকা এবং ৫ লিটারের বোতল বিক্রি হচ্ছে ৯৪৫ টাকায়। এক্ষেত্রে সাধারণ ক্রেতারা বিপাকে পড়েছেন। বাজারে সয়াবিন তেলের সরবরাহ স্বাভাবিক না থাকায় ব্যবসায়ীরা ইচ্ছেমতো দাম নিচ্ছেন। খোলা সয়াবিন তেল লিটার প্রতি ১৭০ থেকে ১৭৫ টাকায় বিক্রি হচ্ছে।	[10, 407, 228, 1029]
story-body: লোডশেডিং কমিয়ে আনতে হবে। দেশের বিভিন্ন স্থানে বিদ্যুৎ বিপর্যয়ে জনজীবন স্থবির হয়ে পড়েছে। বিশেষজ্ঞরা বলছেন, গ্রিড ব্যবস্থাপনায় আধুনিকায়ন প্রয়োজন। সঞ্চালন লাইনের দুর্বলতা দূর করতে হবে। লোডশেডিং কমিয়ে আনতে হবে। দেশের বিভিন্ন স্থানে বিদ্যুৎ বিপর্যয়ে জনজীবন স্থবির হয়ে পড়েছে। বিশেষজ্ঞরা বলছেন, গ্রিড ব্যবস্থাপনায় আধুনিকায়ন প্রয়োজন। সঞ্চালন লাইনের দুর্বলতা দূর করতে হবে। লোডশেডিং কমিয়ে আনতে হবে। দেশের বিভিন্ন স্থানে বিদ্যুৎ বিপর্যয়ে জনজীবন স্থবির হয়ে পড়েছে। বিশেষজ্ঞরা বলছেন, গ্রিড ব্যবস্থাপনায় আধুনিকায়ন প্রয়োজন। সঞ্চালন লাইনের দুর্বলতা দূর করতে হবে। লোডশেডিং কমিয়ে আনতে হবে। দেশের বিভিন্ন স্থানে বিদ্যুৎ বিপর্যয়ে জনজীবন স্থবির হয়ে পড়েছে। বিশেষজ্ঞরা বলছেন, গ্রিড ব্যবস্থাপনায় আধুনিকায়ন প্রয়োজন। সঞ্চালন লাইনের দুর্বলতা দূর করতে হবে। লোডশেডিং কমিয়ে আনতে হবে। দেশের বিভিন্ন স্থানে বিদ্যুৎ বিপর্যয়ে জনজীবন স্থবির হয়ে পড়েছে। বিশেষজ্ঞরা বলছেন, গ্রিড ব্যবস্থাপনায় আধুনিকায়ন প্রয়োজন। সঞ্চালন লাইনের দুর্বলতা দূর করতে হবে। লোডশেডিং কমিয়ে আনতে হবে। দেশের বিভিন্ন স্থানে বিদ্যুৎ বিপর্যয়ে জনজীবন স্থবির হয়ে পড়েছে। বিশেষজ্ঞরা বলছেন, গ্রিড ব্যবস্থাপনায় আধুনিকায়ন প্রয়োজন। সঞ্চালন লাইনের দুর্বলতা দূর করতে হবে। লোডশেডিং কমিয়ে আনতে হবে। দেশের বিভিন্ন স্থানে বিদ্যুৎ বিপর্যয়ে জনজীবন স্থবির হয়ে পড়েছে। বিশেষজ্ঞরা বলছেন, গ্রিড ব্যবস্থাপনায় আধুনিকায়ন প্রয়োজন। সঞ্চালন লাইনের দুর্বলতা দূর করতে হবে। লোডশেডিং কমিয়ে আনতে হবে। দেশের বিভিন্ন স্থানে বিদ্যুৎ বিপর্যয়ে জনজীবন স্থবির হয়ে পড়েছে। বিশেষজ্ঞরা বলছেন, গ্রিড ব্যবস্থাপনায় আধুনিকায়ন প্রয়োজন। সঞ্চালন লাইনের দুর্বলতা দূর করতে হবে। লোডশেডিং কমিয়ে আনতে হবে। দেশের বিভিন্ন স্থানে বিদ্যুৎ বিপর্যয়ে জনজীবন স্থবির হয়ে পড়েছে। বিশেষজ্ঞরা বলছেন, গ্রিড ব্যবস্থাপনায় আধুনিকায়ন প্রয়োজন। সঞ্চালন লাইনের দুর্বলতা দূর করতে হবে। লোডশেডিং কমিয়ে আনতে হবে। দেশের বিভিন্ন স্থানে বিদ্যুৎ বিপর্যয়ে জনজীবন স্থবির হয়ে পড়েছে। বিশেষজ্ঞরা বলছেন, গ্রিড ব্যবস্থাপনায় আধুনিকায়ন প্রয়োজন। সঞ্চালন লাইনের দুর্বলতা দূর করতে হবে। লোডশেডিং কমিয়ে আনতে হবে। দেশের বিভিন্ন স্থানে বিদ্যুৎ বিপর্যয়ে জনজীবন স্থবির হয়ে পড়েছে। বিশেষজ্ঞরা বলছেন, গ্রিড ব্যবস্থাপনায় আধুনিকায়ন প্রয়োজন। সঞ্চালন লাইনের দুর্বলতা দূর করতে হবে। লোডশেডিং কমিয়ে আনতে হবে। দেশের বিভিন্ন স্থানে বিদ্যুৎ বিপর্যয়ে জনজীবন স্থবির হয়ে পড়েছে। বিশেষজ্ঞরা বলছেন, গ্রিড ব্যবস্থাপনায় আধুনিকায়ন প্রয়োজন। সঞ্চালন লাইনের দুর্বলতা দূর করতে হবে।	[718, 1137, 936, 1443]
headline: প্রধানমন্ত্রী সংবাদ	[622, 1100, 714, 1116]
story-body: স্ত্রী, সন্তান, মা-বাবাআত্মীয়-স্বজনসহ কাউকে কাছে ছাড়া ভারী হয়। উচ্চতর শিক্ষার্থী পরিবেশ। দুর্ভাগ্য আমি স্ত্রীর সঙ্গে দেখা করতে পারিনি। তিনি আরও বলেন, ডিসেম্বরে দেশে ফিরবেন বলে আশা করছেন। স্ত্রী, সন্তান, মা-বাবাআত্মীয়-স্বজনসহ কাউকে কাছে ছাড়া ভারী হয়। উচ্চতর শিক্ষার্থী পরিবেশ। দুর্ভাগ্য আমি স্ত্রীর সঙ্গে দেখা করতে পারিনি। তিনি আরও বলেন, ডিসেম্বরে দেশে ফিরবেন বলে আশা করছেন। স্ত্রী, সন্তান, মা-বাবাআত্মীয়-স্বজনসহ কাউকে কাছে ছাড়া ভারী হয়। উচ্চতর শিক্ষার্থী পরিবেশ। দুর্ভাগ্য আমি স্ত্রীর সঙ্গে দেখা করতে পারিনি। তিনি আরও বলেন, ডিসেম্বরে দেশে ফিরবেন বলে আশা করছেন। স্ত্রী, সন্তান, মা-বাবাআত্মীয়-স্বজনসহ কাউকে কাছে ছাড়া ভারী হয়। উচ্চতর শিক্ষার্থী পরিবেশ। দুর্ভাগ্য আমি স্ত্রীর সঙ্গে দেখা করতে পারিনি। তিনি আরও বলেন, ডিসেম্বরে দেশে ফিরবেন বলে আশা করছেন। স্ত্রী, সন্তান, মা-বাবাআত্মীয়-স্বজনসহ কাউকে কাছে ছাড়া ভারী হয়। উচ্চতর শিক্ষার্থী পরিবেশ। দুর্ভাগ্য আমি স্ত্রীর সঙ্গে দেখা করতে পারিনি। তিনি আরও বলেন, ডিসেম্বরে দেশে ফিরবেন বলে আশা করছেন। স্ত্রী, সন্তান, মা-বাবাআত্মীয়-স্বজনসহ কাউকে কাছে ছাড়া	[718, 681, 936, 814]
story-body: বলেছিল আর দুই মাস পর আসবে। দেশে এসে বাড়ি-ঘরকরতা করবে। ছেলেকে হারিয়ে মা এখন পাগলপ্রায়। প্রতিবেশীরা জানান, শরীফ ছিল পরিবারের একমাত্র উপার্জনক্ষম ব্যক্তি। বলেছিল আর দুই মাস পর আসবে। দেশে এসে বাড়ি-ঘরকরতা করবে। ছেলেকে হারিয়ে মা এখন পাগলপ্রায়। প্রতিবেশীরা জানান, শরীফ ছিল পরিবারের একমাত্র উপার্জনক্ষম ব্যক্তি। বলেছিল আর দুই মাস পর আসবে। দেশে এসে বাড়ি-ঘরকরতা করবে। ছেলেকে হারিয়ে মা এখন পাগলপ্রায়। প্রতিবেশীরা জানান, শরীফ ছিল পরিবারের একমাত্র উপার্জনক্ষম ব্যক্তি। বলেছিল আর দুই মাস পর আসবে। দেশে এসে বাড়ি-ঘরকরতা করবে। ছেলেকে হারিয়ে মা এখন পাগলপ্রায়। প্রতিবেশীরা জানান, শরীফ ছিল পরিবারের একমাত্র উপার্জনক্ষম ব্যক্তি। বলেছিল আর দুই মাস পর আসবে। দেশে এসে	[718, 847, 936, 942]
continued-label: প্রথম পাতার পর	[809, 838, 845, 844]
continued-label: প্রথম পাতার পর	[809, 1128, 845, 1134]
story-sharif	[718, 820, 936, 950]
headline: ৯৯ কর্মকর্তা এক বছরের	[425, 1184, 557, 1200]
continued-label: প্রথম পাতার পর	[650, 840, 686, 846]
byline: স্টাফ রিপোর্টার ॥	[364, 514, 409, 522]
story-tel	[10, 380, 228, 1036]
continued-label: প্রথম পাতার পর	[473, 1202, 509, 1208]
headline: ডিসেম্বরে ফিরবেন	[777, 654, 877, 670]
date-bengali: ২১ আশ্বিন ১৪২৯	[68, 54, 122, 63]
story-body: ক্রেতারা। বিশেষ করে যানের বাড়া শত ভাগবাসকারী বর্ণ একই রয়েছে। তবে বিশ্বব্যাংক কিছুটা কমে এসেছে। বাংলাদেশ পরিসংখ্যান ব্যুরোর তথ্য অনুযায়ী দেশের মানুষের গড় আয়ু বেড়েছে। শিক্ষার হার বেড়েছে, শিশু মৃত্যুর হার কমেছে। 'সুখবর' দিলেন পরিকল্পনামন্ত্রী - মুদ্রাস্ফীতির হার আগামী দিনে কমবে বলে আশা প্রকাশ করেছেন তিনি। সরকার নানান পদক্ষেপ নিচ্ছে। এর সুফল মিলছে, সামনে আরও মিলবে। ক্রেতারা। বিশেষ করে যানের বাড়া শত ভাগবাসকারী বর্ণ একই রয়েছে। তবে বিশ্বব্যাংক কিছুটা কমে এসেছে। বাংলাদেশ পরিসংখ্যান ব্যুরোর তথ্য অনুযায়ী দেশের মানুষের গড় আয়ু বেড়েছে। শিক্ষার হার বেড়েছে, শিশু মৃত্যুর হার কমেছে। 'সুখবর' দিলেন পরিকল্পনামন্ত্রী - মুদ্রাস্ফীতির হার আগামী দিনে কমবে বলে আশা প্রকাশ করেছেন তিনি। সরকার নানান পদক্ষেপ নিচ্ছে। এর সুফল মিলছে, সামনে আরও মিলবে। ক্রেতারা। বিশেষ করে যানের বাড়া শত ভাগবাসকারী বর্ণ একই রয়েছে। তবে বিশ্বব্যাংক কিছুটা কমে এসেছে। বাংলাদেশ পরিসংখ্যান ব্যুরোর তথ্য অনুযায়ী দেশের মানুষের গড় আয়ু বেড়েছে। শিক্ষার হার বেড়েছে, শিশু মৃত্যুর হার কমেছে। 'সুখবর' দিলেন পরিকল্পনামন্ত্রী - মুদ্রাস্ফীতির হার আগামী দিনে কমবে বলে আশা প্রকাশ করেছেন তিনি। সরকার নানান পদক্ষেপ নিচ্ছে। এর সুফল মিলছে, সামনে আরও মিলবে। ক্রেতারা। বিশেষ করে যানের বাড়া শত ভাগবাসকারী বর্ণ একই রয়েছে। তবে বিশ্বব্যাংক কিছুটা কমে এসেছে। বাংলাদেশ পরিসংখ্যান ব্যুরোর তথ্য অনুযায়ী দেশের মানুষের গড় আয়ু বেড়েছে। শিক্ষার হার বেড়েছে, শিশু মৃত্যুর হার কমেছে। 'সুখবর' দিলেন পরিকল্পনামন্ত্রী - মুদ্রাস্ফীতির হার আগামী দিনে কমবে বলে আশা প্রকাশ করেছেন তিনি। সরকার নানান পদক্ষেপ নিচ্ছে। এর সুফল মিলছে, সামনে আরও মিলবে। ক্রেতারা। বিশেষ করে যানের বাড়া শত ভাগবাসকারী বর্ণ একই রয়েছে। তবে বিশ্বব্যাংক কিছুটা কমে এসেছে।	[10, 1069, 358, 1202]
page-header	[18, 33, 930, 75]
story-body: বান্দরবানের নাইক্ষ্যংছড়ি সীমান্তে মাইন বিস্ফোরণে এক বাংলাদেশি আহত হয়েছেন। আহত অবস্থায় তাকে কক্সবাজার সদর হাসপাতালে প্রাথমিক চিকিৎসার পর উন্নত চিকিৎসার জন্য চট্টগ্রামে নেওয়া হয়েছে। কক্সবাজার সদর হাসপাতালের চিকিৎসক তাহেরুল ইসলাম এ তথ্য নিশ্চিত করেছেন। ঘটনা বিষয়ে আইনশৃঙ্খলা বাহিনী জানায়, বান্দরবান জেলার নাইক্ষ্যংছড়ি উপজেলার ঘুমধুম ইউনিয়নের চাকঢালা সীমান্তবর্তী জেরোকুম এলাকায় মিয়ানমার থেকে চোরাইপথে গরু আনতে যায় ক'জন বাংলাদেশি। এ সময় সীমান্তের গোমাগ শ্যাতে কাঁটাতারের কাছাকাছি পৌঁছালে মাটির নিচে মিয়ানমার বাহিনীর পুঁতে রাখা মাইন বিস্ফোরিত হয়ে আব্দুল কাদের নামের এক ব্যক্তির ডান পায়ের নীচের অংশ শরীর থেকে বিচ্ছিন্ন হয়ে উড়ে যায়। বান্দরবানের নাইক্ষ্যংছড়ি সীমান্তে মাইন বিস্ফোরণে এক বাংলাদেশি আহত হয়েছেন। আহত অবস্থায় তাকে কক্সবাজার সদর হাসপাতালে প্রাথমিক চিকিৎসার পর উন্নত চিকিৎসার জন্য চট্টগ্রামে নেওয়া হয়েছে। কক্সবাজার সদর হাসপাতালের চিকিৎসক তাহেরুল ইসলাম এ তথ্য নিশ্চিত করেছেন। ঘটনা বিষয়ে আইনশৃঙ্খলা বাহিনী জানায়, বান্দরবান জেলার নাইক্ষ্যংছড়ি উপজেলার ঘুমধুম ইউনিয়নের চাকঢালা সীমান্তবর্তী জেরোকুম এলাকায় মিয়ানমার থেকে চোরাইপথে গরু আনতে যায় ক'জন বাংলাদেশি। এ সময় সীমান্তের গোমাগ শ্যাতে কাঁটাতারের কাছাকাছি পৌঁছালে মাটির নিচে মিয়ানমার বাহিনীর পুঁতে রাখা মাইন বিস্ফোরিত হয়ে আব্দুল কাদের নামের এক ব্যক্তির ডান পায়ের নীচের অংশ শরীর থেকে বিচ্ছিন্ন হয়ে উড়ে যায়। বান্দরবানের নাইক্ষ্যংছড়ি সীমান্তে মাইন বিস্ফোরণে এক বাংলাদেশি আহত হয়েছেন। আহত অবস্থায় তাকে কক্সবাজার সদর হাসপাতালে প্রাথমিক চিকিৎসার পর উন্নত চিকিৎসার জন্য চট্টগ্রামে নেওয়া হয়েছে। কক্সবাজার সদর হাসপাতালের চিকিৎসক তাহেরুল ইসলাম এ তথ্য নিশ্চিত করেছেন। ঘটনা বিষয়ে আইনশৃঙ্খলা বাহিনী জানায়, বান্দরবান জেলার নাইক্ষ্যংছড়ি উপজেলার ঘুমধুম ইউনিয়নের চাকঢালা সীমান্তবর্তী জেরোকুম এলাকায় মিয়ানমার থেকে চোরাইপথে গরু আনতে যায় ক'জন বাংলাদেশি। এ সময় সীমান্তের গোমাগ শ্যাতে কাঁটাতারের কাছাকাছি পৌঁছালে মাটির নিচে মিয়ানমার বাহিনীর পুঁতে রাখা মাইন বিস্ফোরিত হয়ে আব্দুল কাদের নামের এক ব্যক্তির ডান পায়ের নীচের অংশ শরীর থেকে বিচ্ছিন্ন হয়ে উড়ে যায়। বান্দরবানের নাইক্ষ্যংছড়ি সীমান্তে মাইন বিস্ফোরণে এক বাংলাদেশি আহত হয়েছেন। আহত অবস্থায় তাকে কক্সবাজার সদর হাসপাতালে প্রাথমিক চিকিৎসার পর উন্নত চিকিৎসার জন্য চট্টগ্রামে নেওয়া হয়েছে। কক্সবাজার সদর হাসপাতালের চিকিৎসক তাহেরুল ইসলাম এ তথ্য	[364, 525, 618, 783]
story-dhakka	[718, 266, 936, 650]
story-simante	[364, 456, 618, 790]
story-biddut_biporjoy	[622, 822, 714, 1098]
story-biddut_rat	[622, 506, 714, 818]
headline: মিনিকেট নামে চাল	[244, 604, 348, 620]
story-body: আর কায়ুম। এ ঘটনায় আহতরা হলেন ব্রাজন (২২), মো. কিরন (২৫), মো. হৃদয় (১৯), মো. সুমন (২৪), মো. আলাউদ্দিন (২৬), মো. জুয়েল (২৮), মো. হাসান (২০), জসিম (৩০), অমিত (১৯), মিরাজ (২৪), জুনায়েদ (২০)। আহতদের ঢাকা মেডিক্যাল কলেজ হাসপাতালে চিকিৎসা দেওয়া হচ্ছে। আর কায়ুম। এ ঘটনায় আহতরা হলেন ব্রাজন (২২), মো. কিরন (২৫), মো. হৃদয় (১৯), মো. সুমন (২৪), মো. আলাউদ্দিন (২৬), মো. জুয়েল (২৮), মো. হাসান (২০), জসিম (৩০), অমিত (১৯), মিরাজ (২৪), জুনায়েদ (২০)। আহতদের ঢাকা মেডিক্যাল কলেজ হাসপাতালে চিকিৎসা দেওয়া হচ্ছে। আর কায়ুম। এ ঘটনায় আহতরা হলেন ব্রাজন (২২), মো. কিরন (২৫), মো. হৃদয় (১৯), মো. সুমন (২৪), মো. আলাউদ্দিন (২৬), মো. জুয়েল (২৮), মো. হাসান (২০), জসিম (৩০), অমিত (১৯), মিরাজ (২৪), জুনায়েদ (২০)। আহতদের ঢাকা মেডিক্যাল কলেজ হাসপাতালে	[622, 533, 714, 810]
headline: রসায়নে নোবেল	[623, 82, 713, 98]
headline: শোভা পায় না	[453, 794, 529, 810]
continued-label: প্রথম পাতার পর	[278, 117, 314, 123]
story-grid	[718, 1110, 936, 1444]
continued-label: প্রথম পাতার পর	[809, 100, 845, 106]
headline: বিচারের আহ্বান জাতিসংঘ	[751, 954, 903, 970]
date-gregorian: বৃহস্পতিবার ৬ অক্টোবর ২০২২	[68, 42, 160, 51]
story-body: অনুযায়ী, বিসর্জনের মধ্য দিয়ে 'পিতৃগৃহ' থেকে পুত্র-কন্যাদিয়ে দুর্গা ফিরে যাবেন কৈলাসে তার 'স্বামীর' ঘরে। এক বছর পর নতুন শরতে আবার তিনি আসবেন এই ধরণীতে। শাস্ত্র বলছে, মহাদশমীর দিন বোধবার হওয়ায় এবার দেবী দুর্গা এসেছেন হাতিতে। দশমীতে মা কৈলাশে ফিরছেন নৌকায় চড়ে। কোভিড বিধির ঘেরাটোপ থেকে বেরিয়ে দুর্গা পূজা এবার ফিরে পেয়েছে উৎসবের জৌলুস। প্রভাব নির্দেশ অনুযায়ী দুর্গার সাহায্যে রাবন বধ করে সীতাকে উদ্ধার করেন তিনি। দেবীর সেই আগমনের সময়ই দুর্গোৎসব। রাম শরৎকালে দেবীকে আহ্বান করেছিলেন বলে এ পূজা শারদীয় দুর্গাপূজা নামেও পরিচিত। অনুযায়ী, বিসর্জনের মধ্য দিয়ে 'পিতৃগৃহ' থেকে পুত্র-কন্যাদিয়ে দুর্গা ফিরে যাবেন কৈলাসে তার 'স্বামীর' ঘরে। এক বছর পর নতুন শরতে আবার তিনি আসবেন এই ধরণীতে। শাস্ত্র বলছে, মহাদশমীর দিন বোধবার হওয়ায় এবার দেবী দুর্গা এসেছেন হাতিতে। দশমীতে মা কৈলাশে ফিরছেন নৌকায় চড়ে। কোভিড বিধির ঘেরাটোপ থেকে বেরিয়ে দুর্গা পূজা এবার ফিরে পেয়েছে উৎসবের জৌলুস। প্রভাব নির্দেশ অনুযায়ী দুর্গার সাহায্যে রাবন বধ করে সীতাকে উদ্ধার করেন তিনি। দেবীর সেই আগমনের সময়ই দুর্গোৎসব। রাম শরৎকালে দেবীকে আহ্বান করেছিলেন বলে এ পূজা শারদীয় দুর্গাপূজা নামেও পরিচিত। অনুযায়ী, বিসর্জনের মধ্য দিয়ে 'পিতৃগৃহ' থেকে পুত্র-কন্যাদিয়ে দুর্গা ফিরে যাবেন কৈলাসে তার 'স্বামীর' ঘরে। এক বছর পর নতুন শরতে আবার তিনি আসবেন এই ধরণীতে। শাস্ত্র বলছে, মহাদশমীর দিন বোধবার হওয়ায় এবার দেবী দুর্গা এসেছেন হাতিতে। দশমীতে মা কৈলাশে ফিরছেন নৌকায় চড়ে। কোভিড বিধির ঘেরাটোপ থেকে বেরিয়ে দুর্গা পূজা এবার ফিরে পেয়েছে উৎসবের জৌলুস। প্রভাব নির্দেশ অনুযায়ী দুর্গার সাহায্যে রাবন বধ করে সীতাকে উদ্ধার করেন তিনি। দেবীর সেই আগমনের সময়ই দুর্গোৎসব। রাম শরৎকালে দেবীকে আহ্বান করেছিলেন বলে এ পূজা শারদীয় দুর্গাপূজা নামেও পরিচিত। অনুযায়ী, বিসর্জনের মধ্য দিয়ে 'পিতৃগৃহ' থেকে পুত্র-কন্যাদিয়ে দুর্গা ফিরে যাবেন কৈলাসে তার 'স্বামীর' ঘরে। এক বছর পর নতুন শরতে আবার তিনি আসবেন এই ধরণীতে। শাস্ত্র বলছে, মহাদশমীর দিন বোধবার হওয়ায় এবার দেবী দুর্গা এসেছেন হাতিতে। দশমীতে মা কৈলাশে ফিরছেন নৌকায় চড়ে।	[10, 109, 228, 367]
headline: ১২ বছরে দেশে	[142, 1042, 226, 1058]
headline: কাল থেকে ২২	[786, 82, 868, 98]
column-rule	[619, 80, 620, 1450]
headline: বিদ্যুৎ বিপর্যয় যে	[622, 822, 714, 838]
